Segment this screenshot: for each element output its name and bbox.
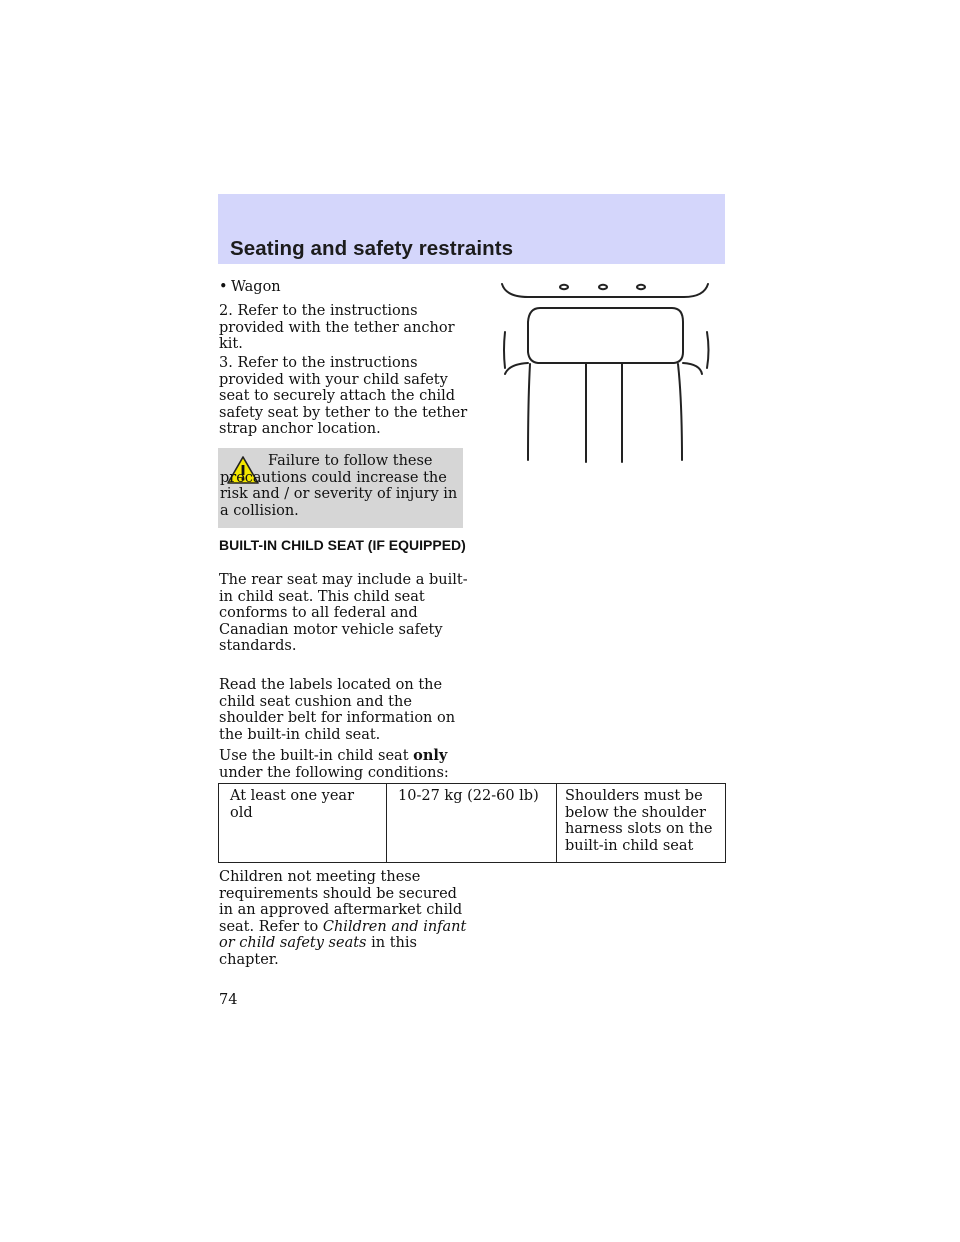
para3-after: under the following conditions: <box>219 764 449 781</box>
warning-text <box>220 453 458 519</box>
section-para-3-text <box>219 748 469 781</box>
section-para-2 <box>219 677 469 743</box>
closing-paragraph <box>219 869 469 968</box>
table-row <box>219 784 726 863</box>
closing-text <box>219 869 469 968</box>
section-heading: BUILT-IN CHILD SEAT (IF EQUIPPED) <box>219 537 466 553</box>
warning-message: Failure to follow these precautions could increase the risk and / or severity of injury in a collision. <box>220 453 458 519</box>
rear-seat-tether-anchor-diagram <box>488 270 728 470</box>
closing-before: Children not meeting these requirements should be secured in an approved aftermarket child seat. Refer to <box>219 869 463 935</box>
bullet-item-label: Wagon <box>231 279 281 295</box>
table-cell-age: At least one year old <box>219 784 387 863</box>
section-para-2-text: Read the labels located on the child seat cushion and the shoulder belt for information on the built-in child seat. <box>219 677 456 743</box>
header-band <box>218 194 725 264</box>
section-para-1 <box>219 572 469 655</box>
para3-before: Use the built-in child seat <box>219 748 414 764</box>
requirements-table <box>218 783 726 863</box>
section-para-1-text: The rear seat may include a built-in child seat. This child seat conforms to all federal and Canadian motor vehicle safety standards. <box>219 572 468 654</box>
table-cell-weight: 10-27 kg (22-60 lb) <box>387 784 557 863</box>
closing-reference: Children and infant or child safety seats <box>219 918 467 951</box>
step-2 <box>219 303 469 353</box>
warning-box <box>218 448 463 528</box>
para3-emphasis: only <box>413 747 448 764</box>
section-para-3 <box>219 748 469 781</box>
page-number: 74 <box>219 992 238 1008</box>
bullet-item <box>219 279 469 296</box>
step-2-text: 2. Refer to the instructions provided with the tether anchor kit. <box>219 303 455 352</box>
closing-after: in this chapter. <box>219 935 417 968</box>
step-3-text: 3. Refer to the instructions provided with your child safety seat to securely attach the child safety seat by tether to the tether strap anchor location. <box>219 355 468 437</box>
table-cell-height: Shoulders must be below the shoulder harness slots on the built-in child seat <box>565 788 713 854</box>
bullet-marker: • <box>219 279 228 295</box>
page-title: Seating and safety restraints <box>230 237 514 260</box>
step-3 <box>219 355 469 438</box>
